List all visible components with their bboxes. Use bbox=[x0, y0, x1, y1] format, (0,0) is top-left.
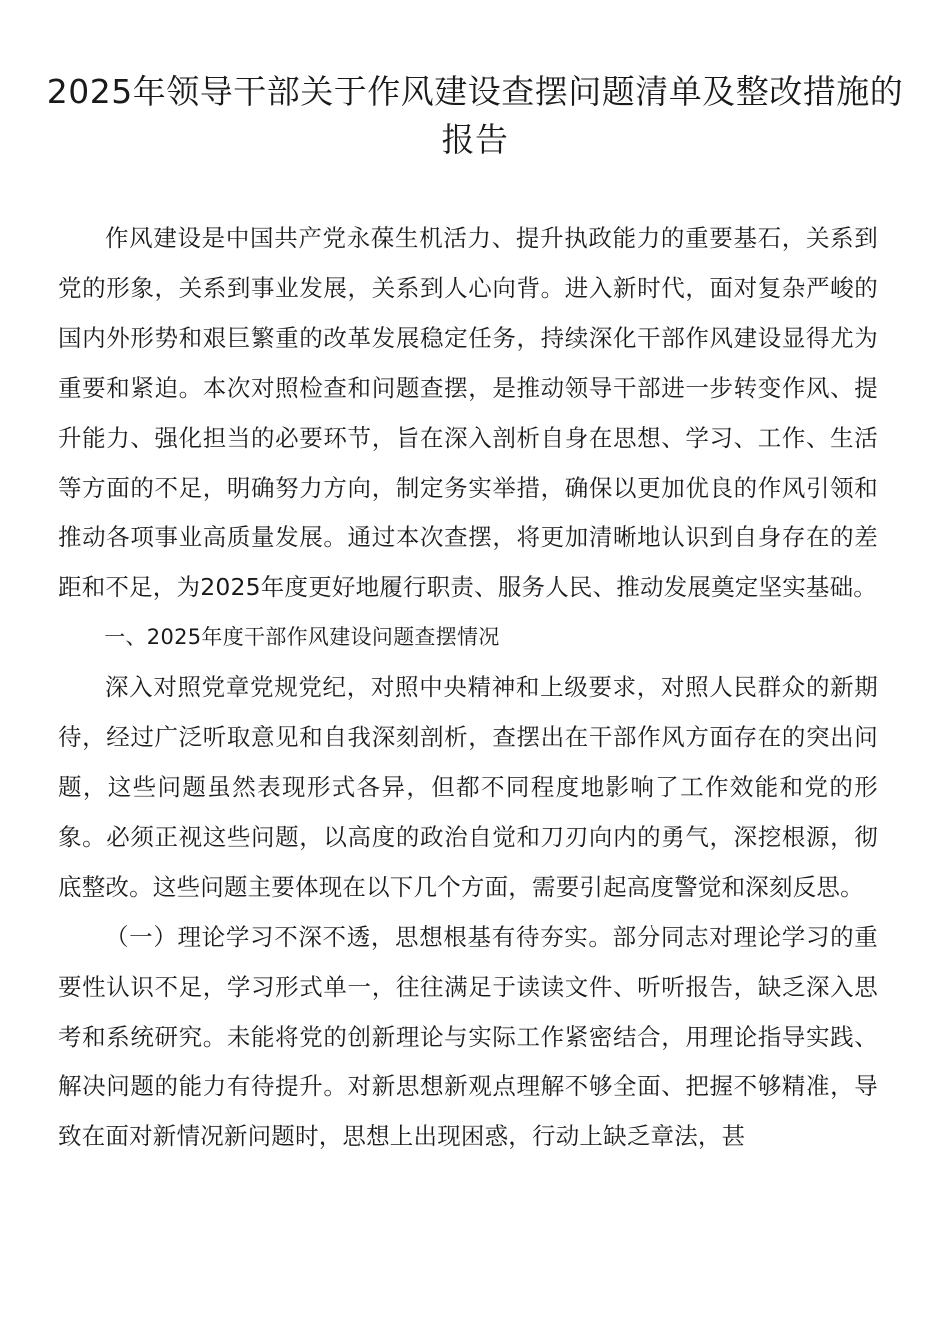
section-heading: 一、2025年度干部作风建设问题查摆情况 bbox=[104, 625, 500, 650]
section-paragraph: 深入对照党章党规党纪，对照中央精神和上级要求，对照人民群众的新期待，经过广泛听取意见和自我深刻剖析，查摆出在干部作风方面存在的突出问题，这些问题虽然表现形式各异，但都不同程度地影响了工作效能和党的形象。必须正视这些问题，以高度的政治自觉和刀刃向内的勇气，深挖根源，彻底整改。这些问题主要体现在以下几个方面，需要引起高度警觉和深刻反思。 bbox=[58, 673, 878, 901]
document-title: 2025年领导干部关于作风建设查摆问题清单及整改措施的报告 bbox=[46, 72, 904, 159]
intro-paragraph: 作风建设是中国共产党永葆生机活力、提升执政能力的重要基石，关系到党的形象，关系到事业发展，关系到人心向背。进入新时代，面对复杂严峻的国内外形势和艰巨繁重的改革发展稳定任务，持续深化干部作风建设显得尤为重要和紧迫。本次对照检查和问题查摆，是推动领导干部进一步转变作风、提升能力、强化担当的必要环节，旨在深入剖析自身在思想、学习、工作、生活等方面的不足，明确努力方向，制定务实举措，确保以更加优良的作风引领和推动各项事业高质量发展。通过本次查摆，将更加清晰地认识到自身存在的差距和不足，为2025年度更好地履行职责、服务人民、推动发展奠定坚实基础。 bbox=[58, 224, 878, 602]
subsection-paragraph: （一）理论学习不深不透，思想根基有待夯实。部分同志对理论学习的重要性认识不足，学习形式单一，往往满足于读读文件、听听报告，缺乏深入思考和系统研究。未能将党的创新理论与实际工作紧密结合，用理论指导实践、解决问题的能力有待提升。对新思想新观点理解不够全面、把握不够精准，导致在面对新情况新问题时，思想上出现困惑，行动上缺乏章法，甚 bbox=[58, 922, 878, 1151]
document-body bbox=[58, 214, 878, 1162]
